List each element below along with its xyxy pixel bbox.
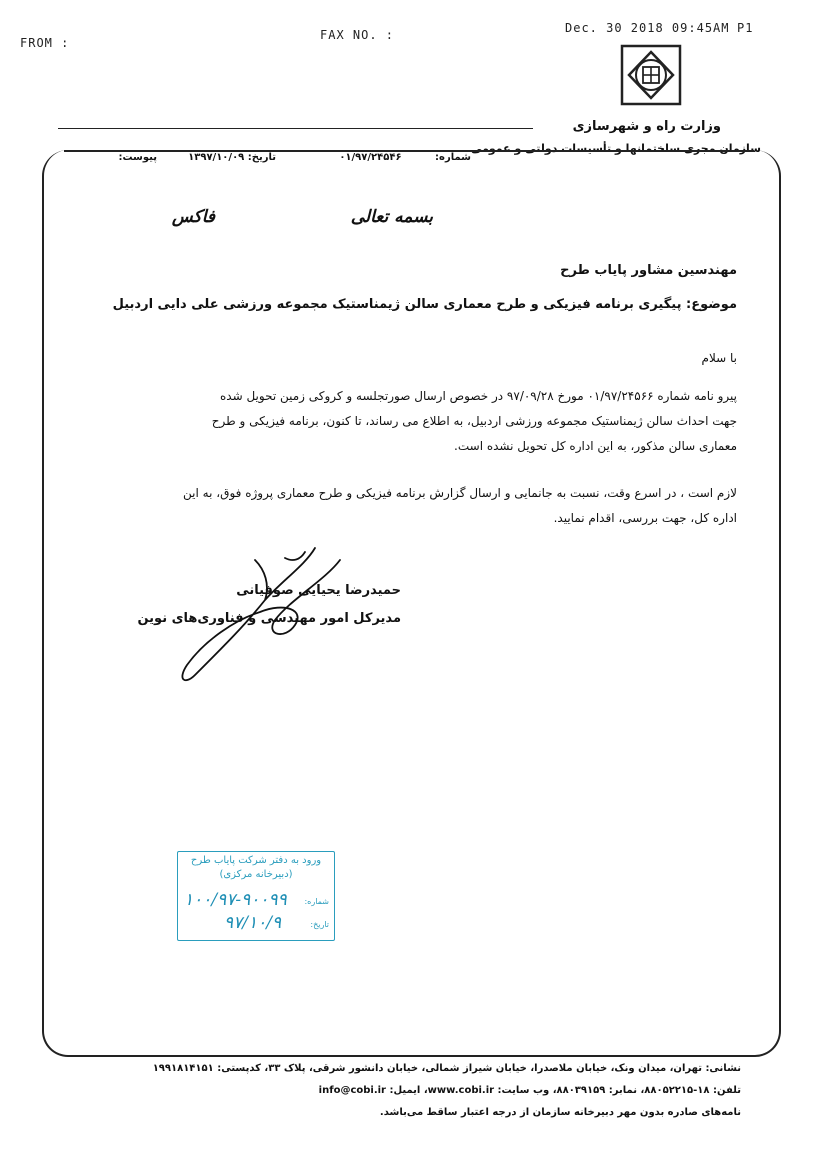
letter-frame <box>42 150 781 1057</box>
stamp-number: ۱۰۰/۹۷-۹۰۰۹۹ <box>184 890 287 910</box>
ministry-title: وزارت راه و شهرسازی <box>572 119 721 134</box>
stamp-subtitle: (دبیرخانه مرکزی) <box>219 869 293 880</box>
greeting: با سلام <box>701 351 737 365</box>
paragraph-1 <box>97 384 737 459</box>
recipient: مهندسین مشاور پایاب طرح <box>560 263 737 278</box>
stamp-number-label: شماره: <box>304 897 329 906</box>
handwritten-fax: فاکس <box>171 207 215 227</box>
fax-number-label: FAX NO. : <box>320 28 395 42</box>
paragraph-1-line: معماری سالن مذکور، به این اداره کل تحویل نشده است. <box>454 439 737 453</box>
stamp-date-label: تاریخ: <box>310 920 329 929</box>
handwritten-basmala: بسمه تعالی <box>350 207 433 227</box>
fax-page: P1 <box>737 21 754 35</box>
organization-name: سازمان مجری ساختمانها و تأسیسات دولتی و عمومی <box>470 142 761 155</box>
stamp-title: ورود به دفتر شرکت پایاب طرح <box>190 855 322 866</box>
ministry-logo <box>620 44 682 106</box>
paragraph-1-line: جهت احداث سالن ژیمناستیک مجموعه ورزشی اردبیل، به اطلاع می رساند، تا کنون، برنامه فیزیکی و طرح <box>211 414 737 428</box>
signatory-title: مدیرکل امور مهندسی و فناوری‌های نوین <box>137 611 401 626</box>
letter-frame-top <box>64 150 754 152</box>
letter-date-value: ۱۳۹۷/۱۰/۰۹ <box>188 152 245 163</box>
footer-address: نشانی: تهران، میدان ونک، خیابان ملاصدرا، خیابان شیراز شمالی، خیابان دانشور شرقی، پلاک ۳۳، کدپستی: ۱۹۹۱۸۱۴۱۵۱ <box>152 1063 741 1074</box>
paragraph-2-line: اداره کل، جهت بررسی، اقدام نمایید. <box>553 511 737 525</box>
header-divider <box>58 128 533 129</box>
footer-notice: نامه‌های صادره بدون مهر دبیرخانه سازمان از درجه اعتبار ساقط می‌باشد. <box>379 1107 741 1118</box>
fax-datetime: Dec. 30 2018 09:45AM <box>565 21 730 35</box>
subject: موضوع: پیگیری برنامه فیزیکی و طرح معماری سالن ژیمناستیک مجموعه ورزشی علی دایی اردبیل <box>112 297 737 312</box>
stamp-date: ۹۷/۱۰/۹ <box>224 913 282 933</box>
received-stamp <box>177 851 335 941</box>
letter-number-label: شماره: <box>435 152 471 163</box>
letter-date-label: تاریخ: <box>247 152 276 163</box>
fax-from: FROM : <box>20 36 70 50</box>
signatory-name: حمیدرضا یحیایی صوفیانی <box>236 583 401 598</box>
letter-number-value: ۰۱/۹۷/۲۴۵۴۶ <box>339 152 402 163</box>
letter-attachment: پیوست: <box>118 152 157 163</box>
paragraph-2 <box>97 481 737 531</box>
footer-contact: تلفن: ۱۸-۸۸۰۵۲۲۱۵، نمابر: ۸۸۰۳۹۱۵۹، وب سایت: www.cobi.ir، ایمیل: info@cobi.ir <box>318 1085 741 1096</box>
paragraph-2-line: لازم است ، در اسرع وقت، نسبت به جانمایی و ارسال گزارش برنامه فیزیکی و طرح معماری پروژه فوق، به این <box>183 486 737 500</box>
paragraph-1-line: پیرو نامه شماره ۰۱/۹۷/۲۴۵۶۶ مورخ ۹۷/۰۹/۲۸ در خصوص ارسال صورتجلسه و کروکی زمین تحویل شده <box>220 389 737 403</box>
